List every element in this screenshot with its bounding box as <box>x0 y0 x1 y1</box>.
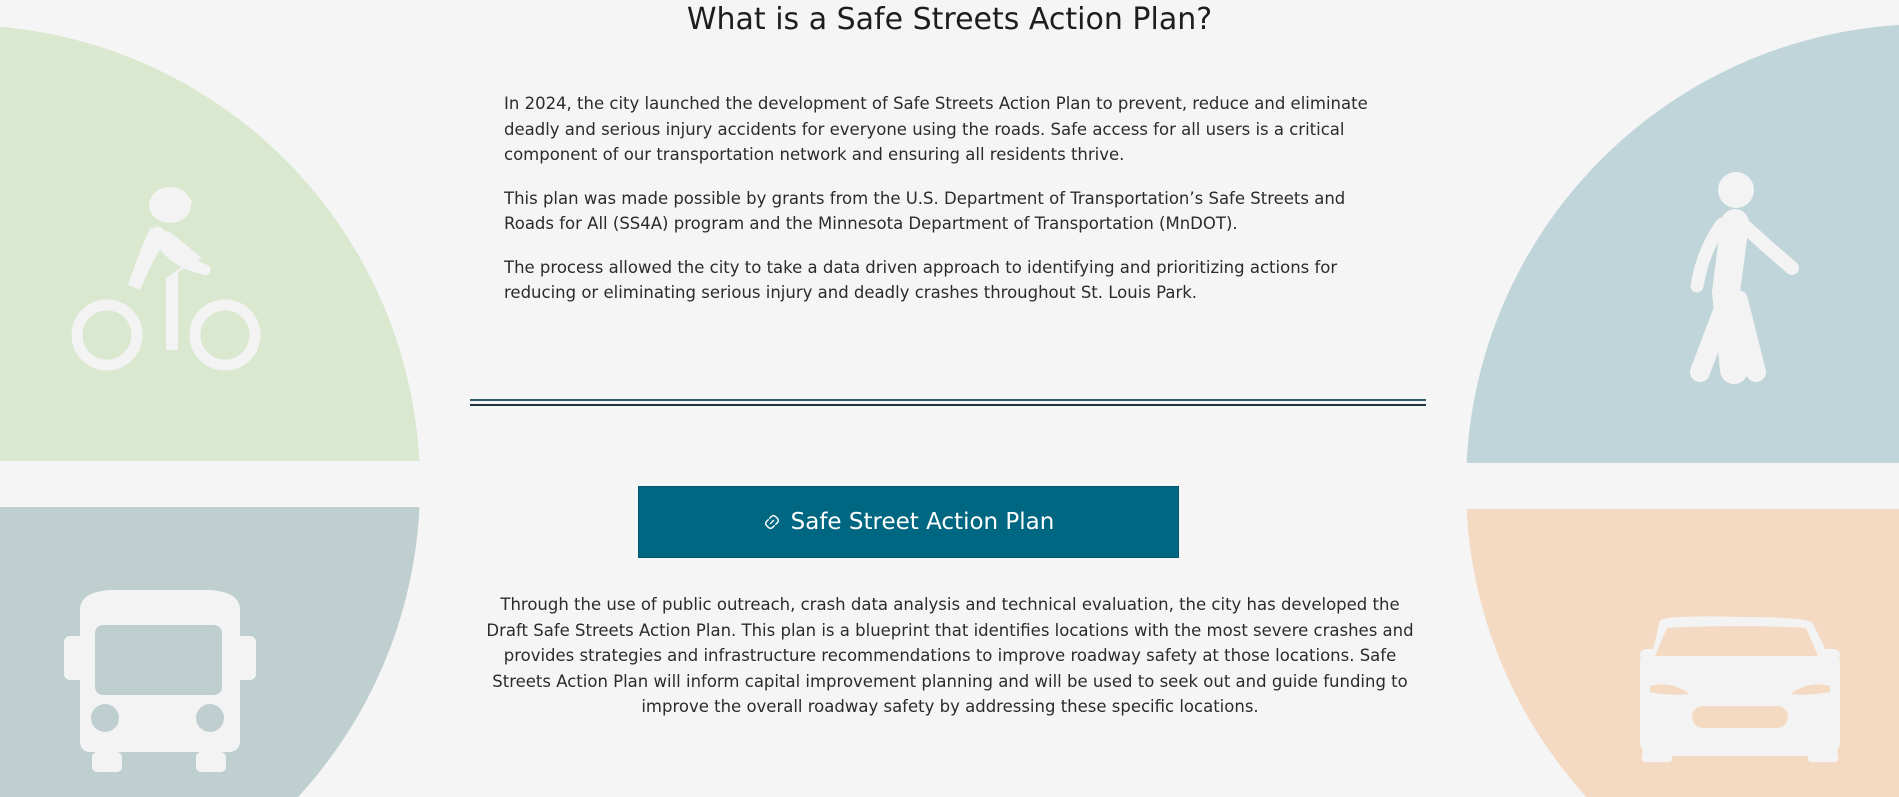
bus-quadrant <box>0 25 420 797</box>
pedestrian-quadrant <box>1466 24 1899 797</box>
pedestrian-icon <box>1697 172 1792 372</box>
intro-paragraph: The process allowed the city to take a data driven approach to identifying and prioritizing actions for reducing or eliminating serious injury and deadly crashes throughout St. Louis Park. <box>504 257 1338 302</box>
intro-paragraph: This plan was made possible by grants from the U.S. Department of Transportation’s Safe Streets and Roads for All (SS4A) program and the Minnesota Department of Transportation (MnDOT). <box>504 188 1346 233</box>
action-plan-link-button[interactable] <box>638 486 1179 558</box>
bicycle-icon <box>77 187 255 365</box>
car-quadrant <box>1466 24 1899 797</box>
section-divider <box>470 399 1426 407</box>
outro-paragraph: Through the use of public outreach, crash data analysis and technical evaluation, the city has developed the Draft Safe Streets Action Plan. This plan is a blueprint that identifies locations with the most severe crashes and provides strategies and infrastructure recommendations to improve roadway safety at those locations. Safe Streets Action Plan will inform capital improvement planning and will be used to seek out and guide funding to improve the overall roadway safety by addressing these specific locations. <box>486 595 1414 716</box>
link-icon <box>763 513 781 531</box>
divider-line <box>470 399 1426 401</box>
intro-paragraph: In 2024, the city launched the development of Safe Streets Action Plan to prevent, reduce and eliminate deadly and serious injury accidents for everyone using the roads. Safe access for all users is a critical component of our transportation network and ensuring all residents thrive. <box>504 94 1368 164</box>
intro-section <box>504 91 1396 324</box>
divider-line <box>470 404 1426 406</box>
action-plan-link-label: Safe Street Action Plan <box>790 509 1055 535</box>
car-icon <box>1640 616 1840 762</box>
bicycle-quadrant <box>0 25 420 797</box>
bus-icon <box>64 590 256 772</box>
page-title: What is a Safe Streets Action Plan? <box>686 2 1213 37</box>
